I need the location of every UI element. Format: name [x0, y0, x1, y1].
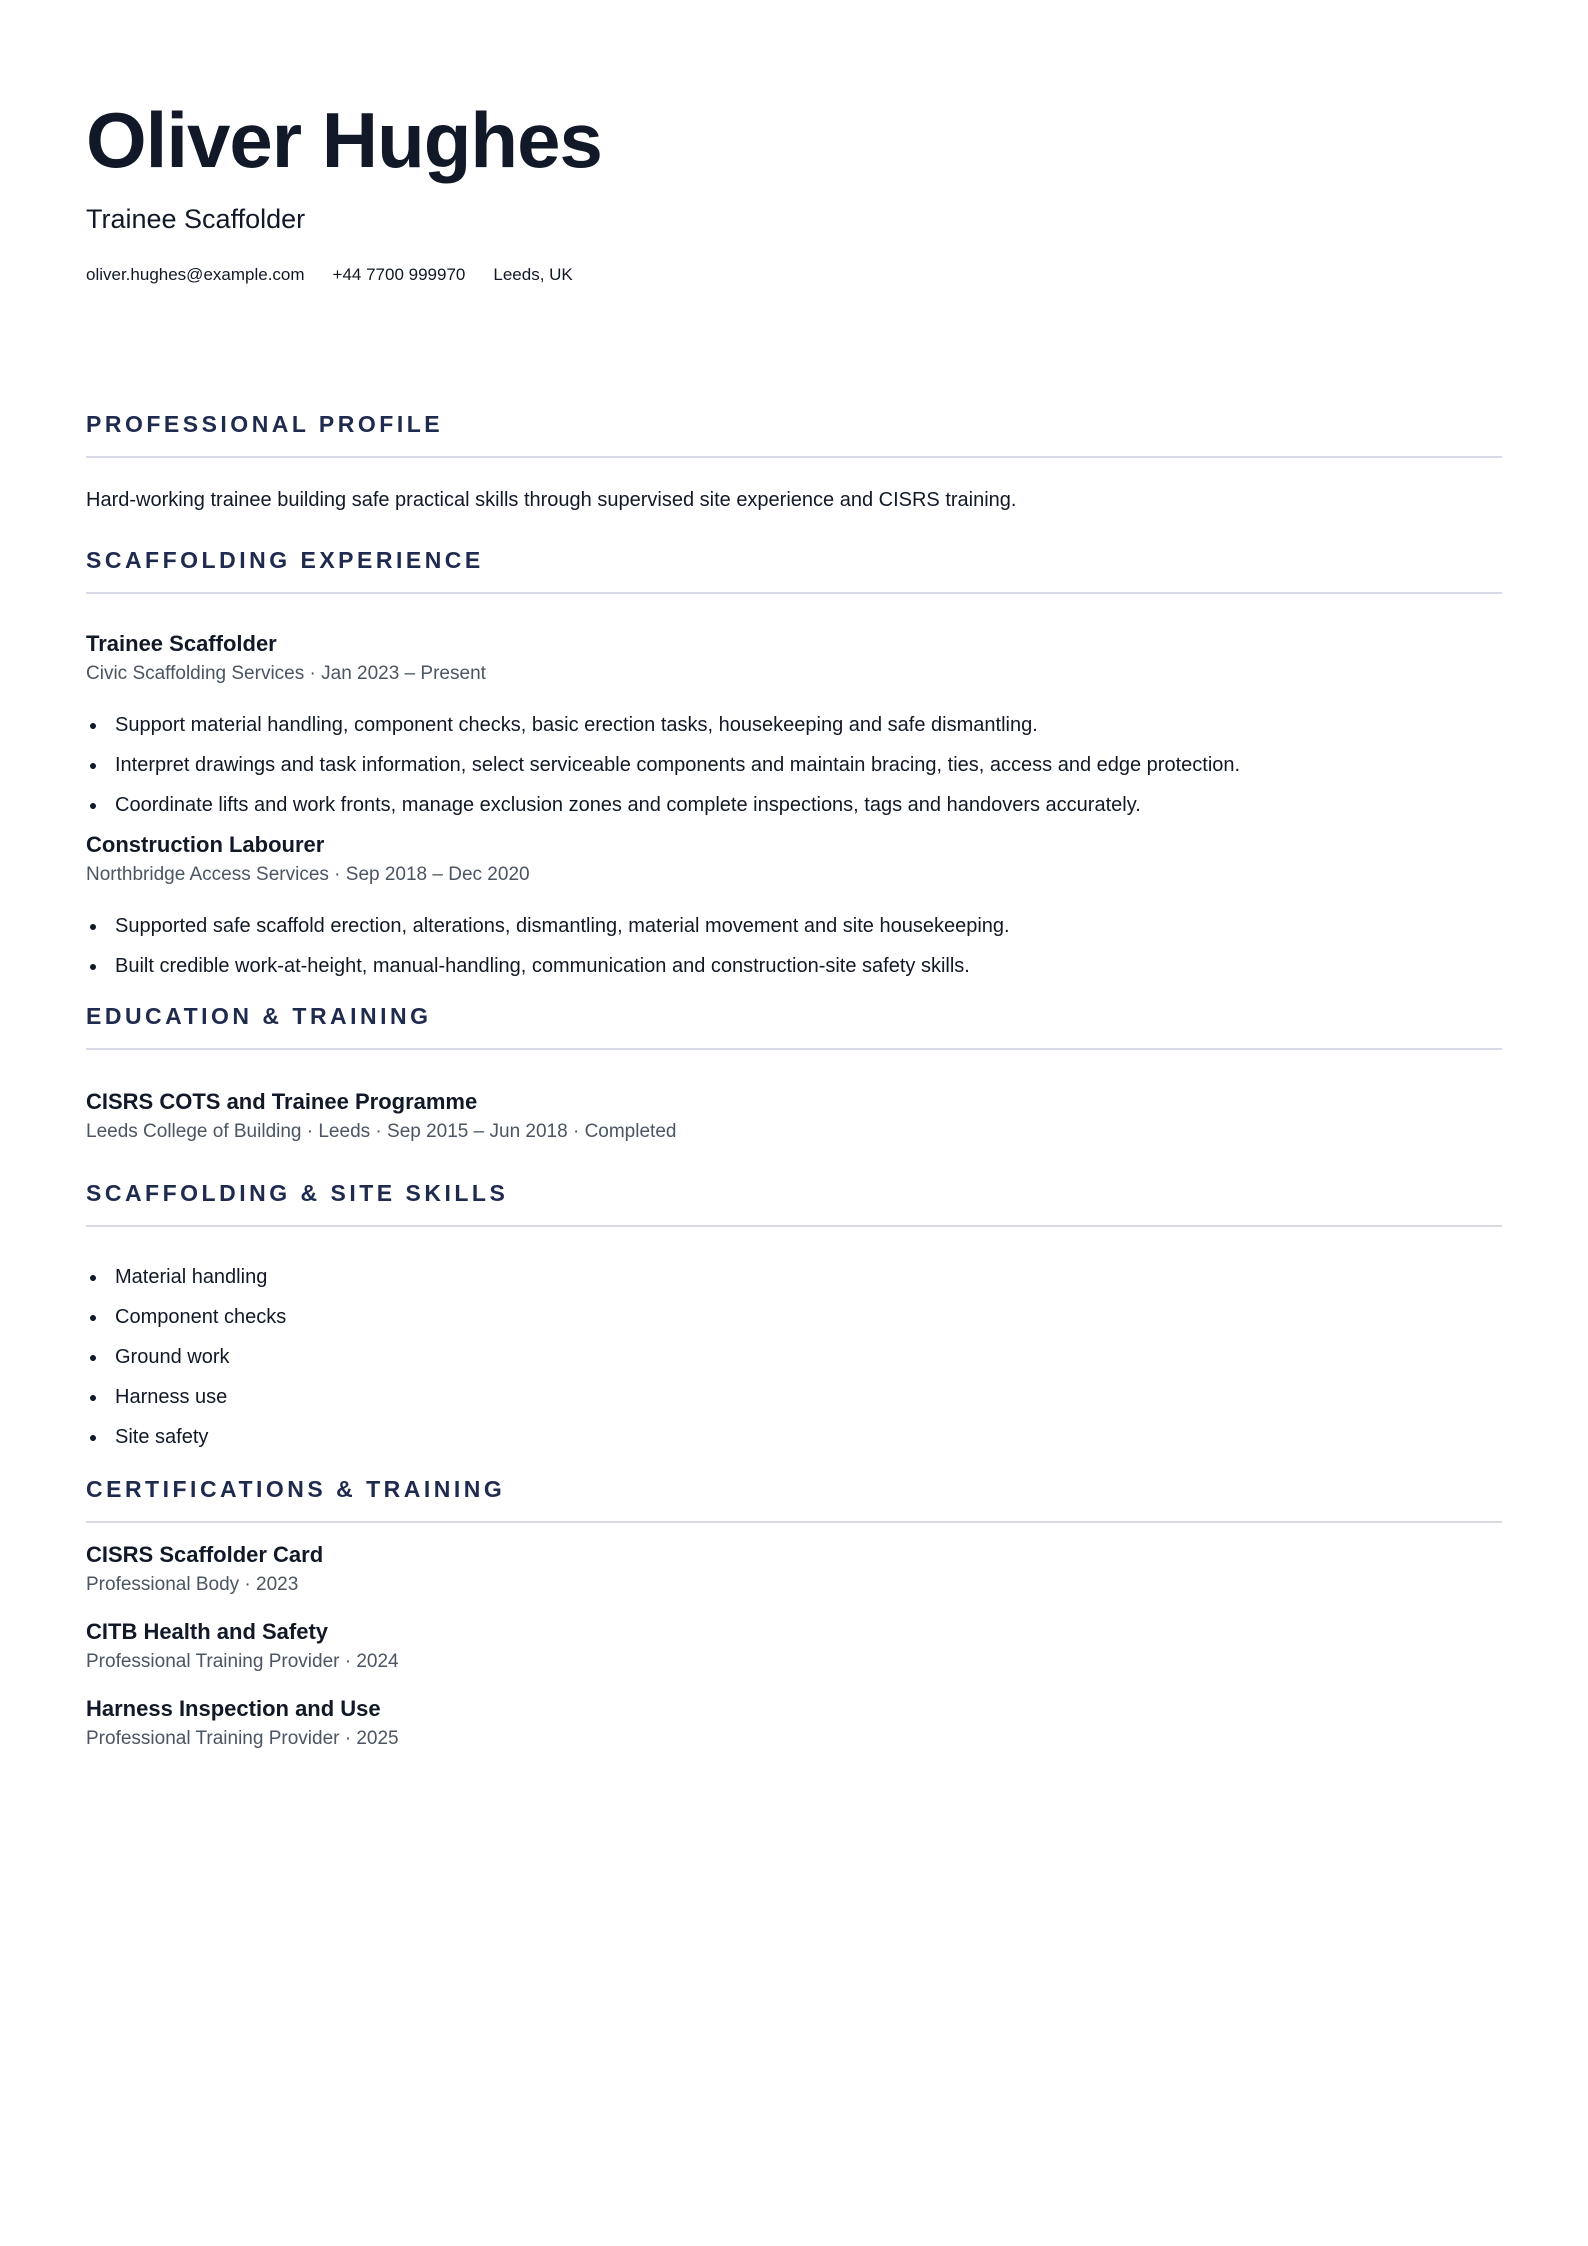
section-heading: CERTIFICATIONS & TRAINING — [86, 1475, 1502, 1523]
section-heading: SCAFFOLDING EXPERIENCE — [86, 546, 1502, 594]
certification-title: Harness Inspection and Use — [86, 1696, 381, 1721]
job-title: Trainee Scaffolder — [86, 631, 277, 656]
job-meta: Northbridge Access Services · Sep 2018 – Dec 2020 — [86, 864, 530, 885]
job-title: Construction Labourer — [86, 832, 325, 857]
job-bullet: Support material handling, component checks, basic erection tasks, housekeeping and safe dismantling. — [115, 711, 1502, 739]
section-heading: PROFESSIONAL PROFILE — [86, 410, 1502, 458]
job-bullet: Interpret drawings and task information, select serviceable components and maintain bracing, ties, access and edge protection. — [115, 751, 1502, 779]
skills-list — [86, 1263, 1502, 1451]
candidate-headline: Trainee Scaffolder — [86, 204, 306, 234]
job-bullets — [86, 711, 1502, 819]
education-entry — [86, 1088, 1502, 1145]
education-meta: Leeds College of Building · Leeds · Sep 2015 – Jun 2018 · Completed — [86, 1121, 677, 1142]
job-bullet: Built credible work-at-height, manual-handling, communication and construction-site safety skills. — [115, 952, 1502, 980]
job-bullets — [86, 912, 1502, 980]
section-certifications — [86, 1475, 1502, 1752]
job-bullet: Supported safe scaffold erection, alterations, dismantling, material movement and site housekeeping. — [115, 912, 1502, 940]
section-profile — [86, 410, 1502, 514]
contact-line — [86, 264, 1502, 286]
certification-meta: Professional Training Provider · 2025 — [86, 1728, 399, 1749]
certification-entry — [86, 1695, 1502, 1752]
contact-location: Leeds, UK — [493, 265, 573, 284]
certification-meta: Professional Training Provider · 2024 — [86, 1651, 399, 1672]
section-heading: SCAFFOLDING & SITE SKILLS — [86, 1179, 1502, 1227]
certification-entry — [86, 1541, 1502, 1598]
skill-item: Harness use — [115, 1383, 1502, 1411]
certification-entry — [86, 1618, 1502, 1675]
resume-header — [86, 94, 1502, 286]
skill-item: Component checks — [115, 1303, 1502, 1331]
skill-item: Material handling — [115, 1263, 1502, 1291]
skill-item: Ground work — [115, 1343, 1502, 1371]
job-bullet: Coordinate lifts and work fronts, manage exclusion zones and complete inspections, tags and handovers accurately. — [115, 791, 1502, 819]
section-experience — [86, 546, 1502, 980]
section-skills — [86, 1179, 1502, 1451]
certification-title: CISRS Scaffolder Card — [86, 1542, 324, 1567]
education-title: CISRS COTS and Trainee Programme — [86, 1089, 478, 1114]
candidate-name: Oliver Hughes — [86, 96, 602, 184]
skill-item: Site safety — [115, 1423, 1502, 1451]
job-entry — [86, 630, 1502, 819]
certification-meta: Professional Body · 2023 — [86, 1574, 299, 1595]
job-entry — [86, 831, 1502, 980]
contact-phone[interactable]: +44 7700 999970 — [332, 265, 466, 284]
job-meta: Civic Scaffolding Services · Jan 2023 – Present — [86, 663, 486, 684]
section-heading: EDUCATION & TRAINING — [86, 1002, 1502, 1050]
certification-title: CITB Health and Safety — [86, 1619, 329, 1644]
section-education — [86, 1002, 1502, 1145]
contact-email[interactable]: oliver.hughes@example.com — [86, 265, 305, 284]
profile-summary: Hard-working trainee building safe practical skills through supervised site experience and CISRS training. — [86, 489, 1017, 511]
